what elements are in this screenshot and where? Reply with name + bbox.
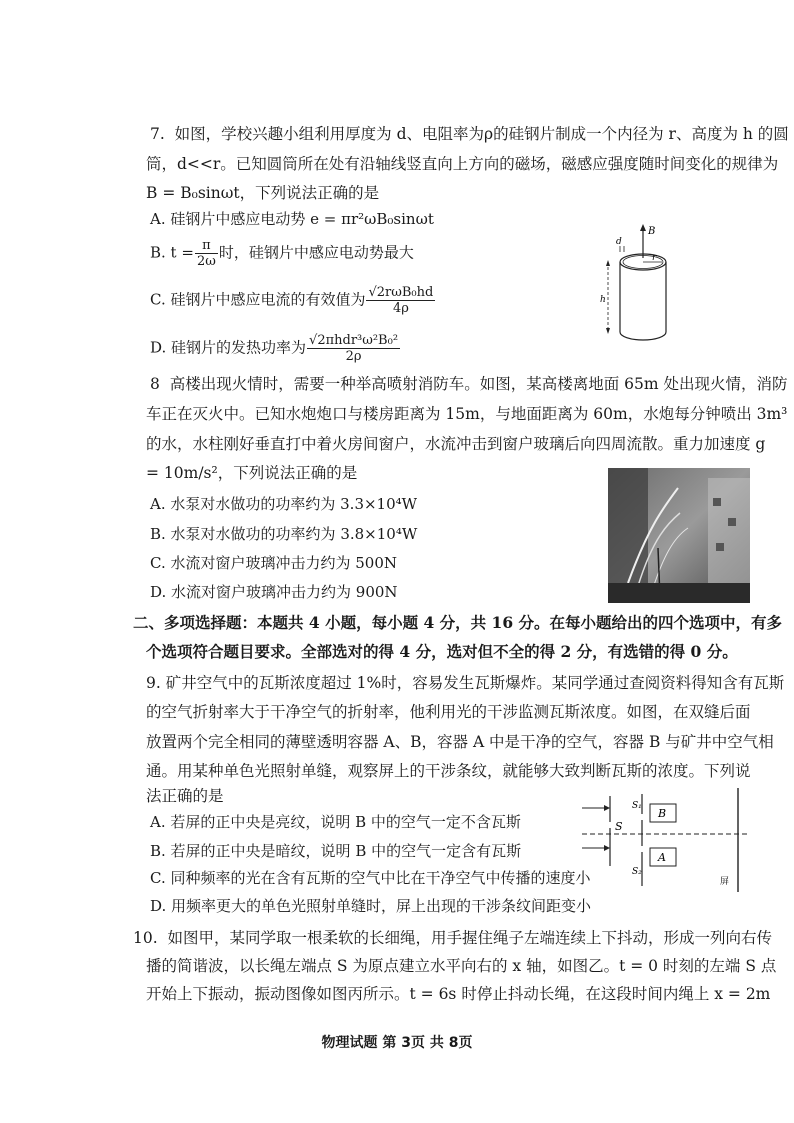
q8-line-4: = 10m/s²，下列说法正确的是 <box>146 464 358 482</box>
q8-option-d: D. 水流对窗户玻璃冲击力约为 900N <box>150 583 398 601</box>
q7-option-b-fraction: $\frac{\pi}{2\omega}$ <box>196 238 216 269</box>
q7-option-c-fraction: $\frac{\text{√2rωB₀hd}}{4\rho}$ <box>368 285 434 316</box>
fig-label-s2: S₂ <box>632 867 642 877</box>
q9-option-d: D. 用频率更大的单色光照射单缝时，屏上出现的干涉条纹间距变小 <box>150 897 592 915</box>
fig-label-s1: S₁ <box>632 801 642 811</box>
q10-number: 10. <box>133 929 158 947</box>
fig-label-screen: 屏 <box>720 877 730 887</box>
q7-option-b-suffix: 时，硅钢片中感应电动势最大 <box>218 243 414 262</box>
section-2-line-1: 二、多项选择题：本题共 4 小题，每小题 4 分，共 16 分。在每小题给出的四个选项中，有多 <box>133 613 783 632</box>
q8-line-1: 8 高楼出现火情时，需要一种举高喷射消防车。如图，某高楼离地面 65m 处出现火情，消防 <box>150 375 788 393</box>
fig-label-container-a: A <box>658 851 666 864</box>
cylinder-figure <box>598 222 688 352</box>
q9-line-5: 法正确的是 <box>146 787 224 805</box>
q9-option-b: B. 若屏的正中央是暗纹，说明 B 中的空气一定含有瓦斯 <box>150 842 522 860</box>
fig-label-d: d <box>616 237 622 247</box>
q7-line-1 <box>150 124 789 144</box>
page-footer: 物理试题 第 3页 共 8页 <box>321 1035 473 1051</box>
q7-option-a: A. 硅钢片中感应电动势 e = πr²ωB₀sinωt <box>150 210 434 228</box>
fig-label-r: r <box>652 253 657 263</box>
q9-line-3: 放置两个完全相同的薄壁透明容器 A、B，容器 A 中是干净的空气，容器 B 与矿井中空气相 <box>146 733 774 751</box>
q9-line-2: 的空气折射率大于干净空气的折射率，他利用光的干涉监测瓦斯浓度。如图，在双缝后面 <box>146 703 751 721</box>
q7-number: 7. <box>150 125 165 143</box>
q8-option-a: A. 水泵对水做功的功率约为 3.3×10⁴W <box>150 495 418 513</box>
q7-line-2: 筒，d<<r。已知圆筒所在处有沿轴线竖直向上方向的磁场，磁感应强度随时间变化的规律为 <box>146 155 779 173</box>
fig-label-b: B <box>648 226 656 237</box>
fig-label-container-b: B <box>658 807 667 820</box>
double-slit-figure <box>580 786 750 894</box>
q9-option-a: A. 若屏的正中央是亮纹，说明 B 中的空气一定不含瓦斯 <box>150 813 521 831</box>
q10-line-3: 开始上下振动，振动图像如图丙所示。t = 6s 时停止抖动长绳，在这段时间内绳上 x = 2m <box>146 985 771 1003</box>
q7-option-d: D. 硅钢片的发热功率为 $\frac{\text{√2πhdr³ω²B₀²}}{2\rho}$ <box>150 333 399 364</box>
q8-line-2: 车正在灭火中。已知水炮炮口与楼房距离为 15m，与地面距离为 60m，水炮每分钟喷出 3m³ <box>146 405 788 423</box>
q9-option-c: C. 同种频率的光在含有瓦斯的空气中比在干净空气中传播的速度小 <box>150 869 591 887</box>
fig-label-h: h <box>600 295 606 305</box>
q9-number: 9. <box>146 674 161 692</box>
q7-option-d-fraction: $\frac{\text{√2πhdr³ω²B₀²}}{2\rho}$ <box>309 333 399 364</box>
q7-line-3: B = B₀sinωt，下列说法正确的是 <box>146 184 380 202</box>
q10-line-2: 播的简谐波，以长绳左端点 S 为原点建立水平向右的 x 轴，如图乙。t = 0 时刻的左端 S 点 <box>146 957 777 975</box>
q9-line-1: 9. 矿井空气中的瓦斯浓度超过 1%时，容易发生瓦斯爆炸。某同学通过查阅资料得知含有瓦斯 <box>146 674 785 692</box>
fig-label-s: S <box>615 820 623 833</box>
q7-text-1: 如图，学校兴趣小组利用厚度为 d、电阻率为ρ的硅钢片制成一个内径为 r、高度为 h 的圆 <box>174 125 789 143</box>
q7-option-c: C. 硅钢片中感应电流的有效值为 $\frac{\text{√2rωB₀hd}}{4\rho}$ <box>150 285 434 316</box>
q8-number: 8 <box>150 375 160 393</box>
section-2-line-2: 个选项符合题目要求。全部选对的得 4 分，选对但不全的得 2 分，有选错的得 0 分。 <box>146 642 738 661</box>
q8-option-b: B. 水泵对水做功的功率约为 3.8×10⁴W <box>150 525 418 543</box>
fire-truck-photo <box>608 468 750 603</box>
q10-line-1: 10. 如图甲，某同学取一根柔软的长细绳，用手握住绳子左端连续上下抖动，形成一列向右传 <box>133 929 773 947</box>
q7-option-b <box>150 238 414 269</box>
q7-option-b-prefix: B. t = <box>150 243 194 262</box>
q8-option-c: C. 水流对窗户玻璃冲击力约为 500N <box>150 554 398 572</box>
q9-line-4: 通。用某种单色光照射单缝，观察屏上的干涉条纹，就能够大致判断瓦斯的浓度。下列说 <box>146 762 751 780</box>
q8-line-3: 的水，水柱刚好垂直打中着火房间窗户，水流冲击到窗户玻璃后向四周流散。重力加速度 g <box>146 435 766 453</box>
